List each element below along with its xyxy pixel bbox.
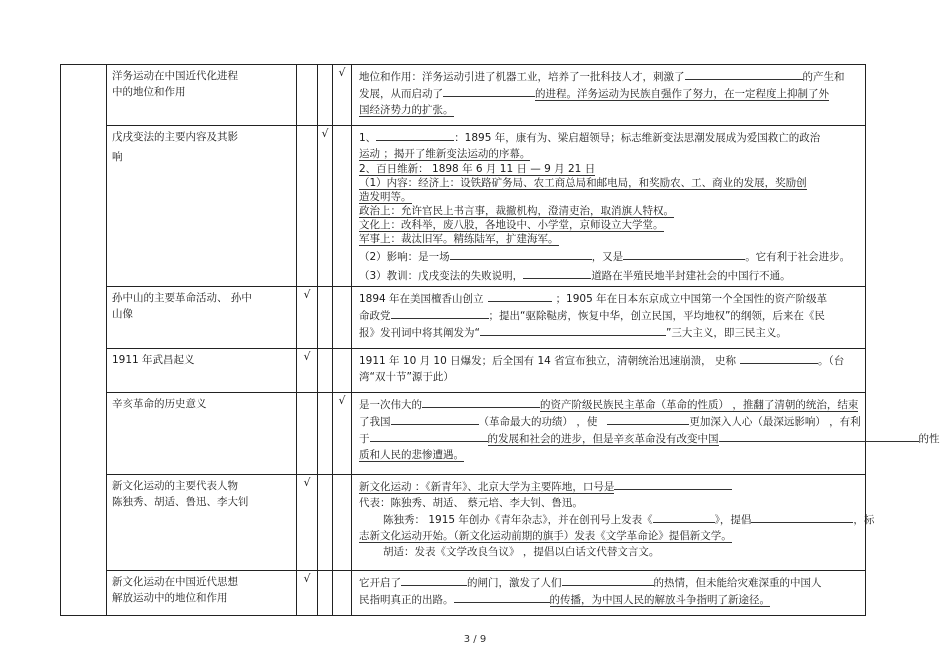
study-table	[60, 64, 940, 616]
table-row	[61, 393, 866, 475]
level-c-cell	[333, 393, 352, 475]
content-cell: 1、 ：1895 年，康有为、梁启超领导；标志维新变法思潮发展成为爱国救亡的政治 运动 ；揭开了维新变法运动的序幕。 2、百日维新： 1898 年 6 月 11 日 — 9 月 21 日 （1）内容：经济上：设铁路矿务局、农工商总局和邮电局，和奖励农、工、商业的发展，奖励创 造发明等。 政治上：允许官民上书言事，裁撤机构，澄清吏治，取消旗人特权。 文化上：改科举，废八股，各地设中、小学堂，京师设立大学堂。 军事上：裁汰旧军。精练陆军，扩建海军。 （2）影响：是一场 ，又是 。它有利于社会进步。 （3）教训：戊戌变法的失败说明， 道路在半殖民地半封建社会的中国行不通。	[352, 126, 866, 287]
topic-cell: 新文化运动在中国近代思想 解放运动中的地位和作用	[107, 571, 297, 616]
blank[interactable]	[740, 352, 818, 364]
blank[interactable]	[653, 511, 715, 523]
level-a-cell	[297, 349, 318, 393]
level-b-cell	[318, 349, 333, 393]
check-mark: √	[303, 288, 311, 301]
level-b-cell	[318, 571, 333, 616]
blank[interactable]	[391, 307, 489, 319]
blank[interactable]	[719, 430, 919, 442]
topic-cell: 孙中山的主要革命活动、 孙中 山像	[107, 287, 297, 349]
level-b-cell	[318, 126, 333, 287]
blank[interactable]	[443, 85, 535, 97]
blank[interactable]	[370, 430, 488, 442]
blank[interactable]	[685, 68, 803, 80]
level-c-cell	[333, 287, 352, 349]
table-row	[61, 475, 866, 571]
level-a-cell	[297, 393, 318, 475]
table-row	[61, 65, 866, 126]
blank[interactable]	[607, 413, 689, 425]
level-a-cell	[297, 475, 318, 571]
level-a-cell	[297, 287, 318, 349]
blank[interactable]	[454, 591, 550, 603]
blank[interactable]	[614, 478, 732, 490]
blank[interactable]	[376, 129, 454, 141]
level-c-cell	[333, 65, 352, 126]
blank[interactable]	[480, 324, 666, 336]
blank[interactable]	[450, 248, 592, 260]
topic-cell: 戊戌变法的主要内容及其影 响	[107, 126, 297, 287]
content-cell: 1894 年在美国檀香山创立 ；1905 年在日本东京成立中国第一个全国性的资产阶级革 命政党 ；提出“驱除鞑虏，恢复中华，创立民国，平均地权”的纲领，后来在《民 报》发刊词中将其阐发为“ ”三大主义，即三民主义。	[352, 287, 866, 349]
blank[interactable]	[562, 574, 654, 586]
content-cell: 地位和作用：洋务运动引进了机器工业，培养了一批科技人才，刺激了 的产生和 发展，从而启动了 的进程。洋务运动为民族自强作了努力，在一定程度上抑制了外 国经济势力的扩张。	[352, 65, 866, 126]
level-a-cell	[297, 571, 318, 616]
table-row	[61, 571, 866, 616]
content-cell: 是一次伟大的 的资产阶级民族民主革命（革命的性质） ，推翻了清朝的统治，结束 了我国 （革命最大的功绩） ，使 更加深入人心（最深远影响） ，有利 于 的发展和社会的进步，但是辛亥革命没有改变中国 的性 质和人民的悲惨遭遇。	[352, 393, 866, 475]
level-a-cell	[297, 126, 318, 287]
level-c-cell	[333, 349, 352, 393]
check-mark: √	[303, 572, 311, 585]
topic-cell: 洋务运动在中国近代化进程 中的地位和作用	[107, 65, 297, 126]
level-c-cell	[333, 571, 352, 616]
level-a-cell	[297, 65, 318, 126]
content-cell: 1911 年 10 月 10 日爆发；后全国有 14 省宣布独立，清朝统治迅速崩溃， 史称 。（台 湾“双十节”源于此）	[352, 349, 866, 393]
check-mark: √	[303, 350, 311, 363]
category-cell	[61, 65, 107, 616]
table-row	[61, 287, 866, 349]
blank[interactable]	[401, 574, 467, 586]
check-mark: √	[321, 127, 329, 140]
check-mark: √	[303, 476, 311, 489]
blank[interactable]	[751, 511, 853, 523]
level-c-cell	[333, 126, 352, 287]
blank[interactable]	[488, 290, 552, 302]
page-number: 3 / 9	[463, 634, 487, 645]
level-c-cell	[333, 475, 352, 571]
table-row	[61, 126, 866, 287]
blank[interactable]	[391, 413, 479, 425]
content-cell: 它开启了 的闸门，激发了人们 的热情，但未能给灾难深重的中国人 民指明真正的出路。 的传播，为中国人民的解放斗争指明了新途径。	[352, 571, 866, 616]
level-b-cell	[318, 287, 333, 349]
blank[interactable]	[523, 267, 591, 279]
level-b-cell	[318, 65, 333, 126]
blank[interactable]	[422, 396, 540, 408]
topic-cell: 1911 年武昌起义	[107, 349, 297, 393]
content-cell: 新文化运动 ：《新青年》、北京大学为主要阵地，口号是 代表：陈独秀、胡适、 蔡元培、李大钊、鲁迅。 陈独秀： 1915 年创办《青年杂志》，并在创刊号上发表《 》，提倡 ，标 志新文化运动开始。（新文化运动前期的旗手）发表《文学革命论》提倡新文学。 胡适：发表《文学改良刍议》 ，提倡以白话文代替文言文。	[352, 475, 866, 571]
table-row	[61, 349, 866, 393]
level-b-cell	[318, 475, 333, 571]
topic-cell: 辛亥革命的历史意义	[107, 393, 297, 475]
check-mark: √	[338, 66, 346, 79]
level-b-cell	[318, 393, 333, 475]
blank[interactable]	[623, 248, 745, 260]
topic-cell: 新文化运动的主要代表人物 陈独秀、胡适、鲁迅、李大钊	[107, 475, 297, 571]
check-mark: √	[338, 394, 346, 407]
